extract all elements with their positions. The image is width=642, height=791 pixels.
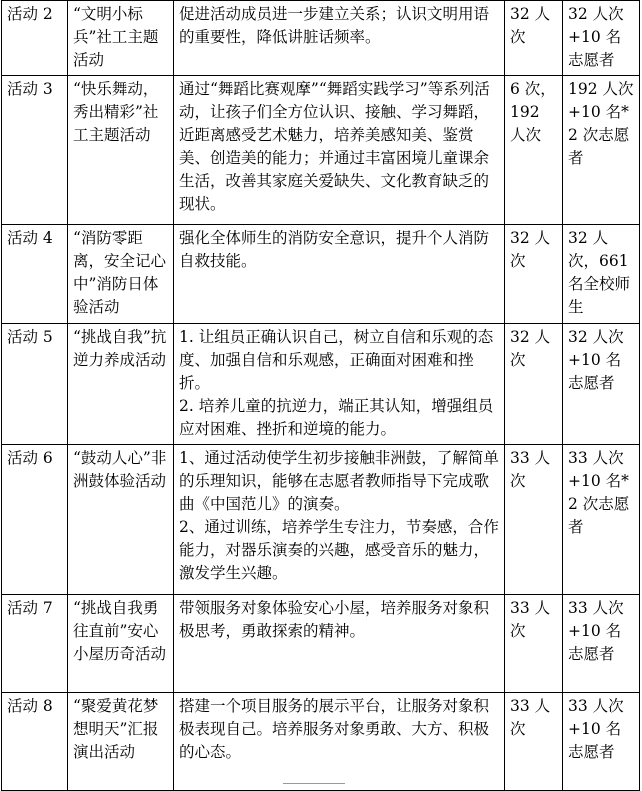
activity-goal xyxy=(174,693,505,791)
table-row xyxy=(2,76,640,225)
activity-name: “快乐舞动，秀出精彩”社工主题活动 xyxy=(68,76,174,225)
participant-count: 33 人次 xyxy=(505,445,563,595)
participants-detail: 33 人次+10 名志愿者 xyxy=(563,693,640,791)
participant-count: 32 人次 xyxy=(505,225,563,324)
table-row xyxy=(2,225,640,324)
activity-goal xyxy=(174,76,505,225)
participant-count: 32 人次 xyxy=(505,1,563,76)
activity-goal xyxy=(174,225,505,324)
table-row xyxy=(2,1,640,76)
activity-name: “挑战自我勇往直前”安心小屋历奇活动 xyxy=(68,595,174,693)
goal-line: 2、通过训练，培养学生专注力，节奏感，合作能力，对器乐演奏的兴趣，感受音乐的魅力，激发学生兴趣。 xyxy=(179,518,499,582)
goal-line: 通过“舞蹈比赛观摩”“舞蹈实践学习”等系列活动，让孩子们全方位认识、接触、学习舞蹈，近距离感受艺术魅力，培养美感知美、鉴赏美、创造美的能力；并通过丰富困境儿童课余生活，改善其家庭关爱缺失、文化教育缺乏的现状。 xyxy=(179,80,490,213)
table-row xyxy=(2,324,640,445)
goal-line: 强化全体师生的消防安全意识，提升个人消防自救技能。 xyxy=(179,229,490,270)
activity-name: “鼓动人心”非洲鼓体验活动 xyxy=(68,445,174,595)
activity-name: “挑战自我”抗逆力养成活动 xyxy=(68,324,174,445)
activity-number: 活动 5 xyxy=(2,324,68,445)
activity-number: 活动 4 xyxy=(2,225,68,324)
participant-count: 32 人次 xyxy=(505,324,563,445)
activity-goal xyxy=(174,595,505,693)
participant-count: 33 人次 xyxy=(505,693,563,791)
goal-line: 2. 培养儿童的抗逆力，端正其认知，增强组员应对困难、挫折和逆境的能力。 xyxy=(179,397,494,438)
activity-goal xyxy=(174,445,505,595)
activity-number: 活动 3 xyxy=(2,76,68,225)
goal-line: 1. 让组员正确认识自己，树立自信和乐观的态度、加强自信和乐观感，正确面对困难和挫折。 xyxy=(179,328,494,392)
activity-number: 活动 2 xyxy=(2,1,68,76)
activity-number: 活动 7 xyxy=(2,595,68,693)
activity-name: “消防零距离，安全记心中”消防日体验活动 xyxy=(68,225,174,324)
goal-line: 带领服务对象体验安心小屋，培养服务对象积极思考，勇敢探索的精神。 xyxy=(179,599,490,640)
activity-name: “文明小标兵”社工主题活动 xyxy=(68,1,174,76)
participants-detail: 33 人次+10 名志愿者 xyxy=(563,595,640,693)
goal-line: 促进活动成员进一步建立关系；认识文明用语的重要性，降低讲脏话频率。 xyxy=(179,5,490,46)
activity-goal xyxy=(174,1,505,76)
table-row xyxy=(2,595,640,693)
table-row xyxy=(2,693,640,791)
goal-line: 1、通过活动使学生初步接触非洲鼓，了解简单的乐理知识，能够在志愿者教师指导下完成歌曲《中国范儿》的演奏。 xyxy=(179,449,499,513)
participants-detail: 33 人次+10 名*2 次志愿者 xyxy=(563,445,640,595)
goal-line: 搭建一个项目服务的展示平台，让服务对象积极表现自己。培养服务对象勇敢、大方、积极的心态。 xyxy=(179,697,490,761)
activity-table xyxy=(1,0,640,791)
participants-detail: 32 人次+10 名志愿者 xyxy=(563,324,640,445)
activity-number: 活动 8 xyxy=(2,693,68,791)
activity-name: “聚爱黄花梦想明天”汇报演出活动 xyxy=(68,693,174,791)
participants-detail: 32 人次+10 名志愿者 xyxy=(563,1,640,76)
table-row xyxy=(2,445,640,595)
participants-detail: 192 人次+10 名*2 次志愿者 xyxy=(563,76,640,225)
participant-count: 6 次，192 人次 xyxy=(505,76,563,225)
activity-goal xyxy=(174,324,505,445)
participant-count: 33 人次 xyxy=(505,595,563,693)
participants-detail: 32 人次，661 名全校师生 xyxy=(563,225,640,324)
activity-number: 活动 6 xyxy=(2,445,68,595)
page-edge-mark xyxy=(283,783,345,784)
